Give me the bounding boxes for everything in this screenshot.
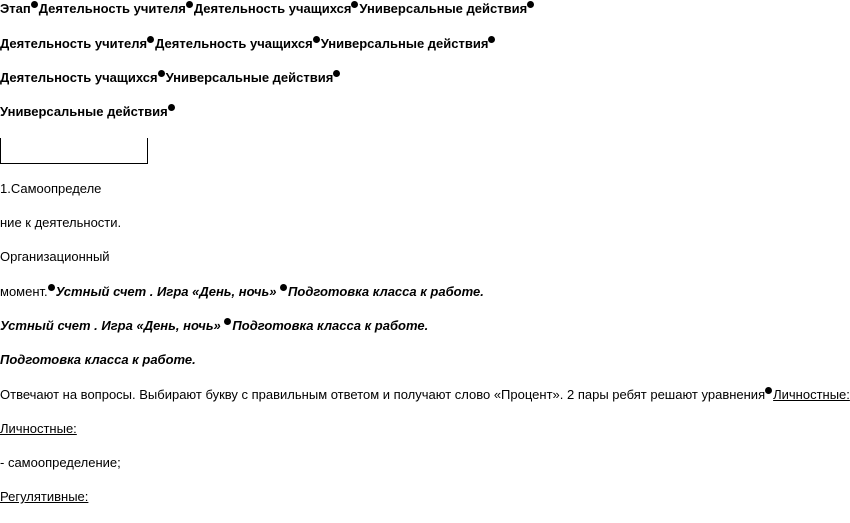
students-row (0, 387, 850, 403)
header-stage: Этап (0, 1, 31, 16)
bullet-icon (280, 284, 287, 291)
personal-label: Личностные: (0, 421, 77, 436)
header-actions: Универсальные действия (320, 36, 489, 51)
bullet-icon (488, 36, 495, 43)
header-row-2 (0, 36, 496, 52)
stage-row (0, 284, 484, 300)
header-row-4 (0, 104, 176, 120)
stage-line-4: момент. (0, 284, 48, 299)
teacher-row (0, 318, 428, 334)
stage-line-2: ние к деятельности. (0, 215, 122, 230)
stage-line-3: Организационный (0, 249, 110, 264)
bullet-icon (224, 318, 231, 325)
bullet-icon (31, 1, 38, 8)
teacher-preparation: Подготовка класса к работе. (288, 284, 484, 299)
header-actions: Универсальные действия (359, 1, 528, 16)
bullet-icon (168, 104, 175, 111)
students-activity: Отвечают на вопросы. Выбирают букву с правильным ответом и получают слово «Процент». 2 пары ребят решают уравнения (0, 387, 766, 402)
bullet-icon (186, 1, 193, 8)
stage-line-1: 1.Самоопределе (0, 181, 102, 196)
teacher-preparation: Подготовка класса к работе. (232, 318, 429, 333)
teacher-preparation-row: Подготовка класса к работе. (0, 352, 196, 367)
header-teacher: Деятельность учителя (0, 36, 148, 51)
header-actions: Универсальные действия (165, 70, 334, 85)
header-students: Деятельность учащихся (193, 1, 352, 16)
bullet-icon (313, 36, 320, 43)
teacher-oral-count: Устный счет . Игра «День, ночь» (0, 318, 221, 333)
bullet-icon (351, 1, 358, 8)
header-teacher: Деятельность учителя (38, 1, 186, 16)
bullet-icon (765, 387, 772, 394)
bullet-icon (48, 284, 55, 291)
header-row-1 (0, 1, 535, 17)
header-students: Деятельность учащихся (155, 36, 313, 51)
bullet-icon (147, 36, 154, 43)
bullet-icon (158, 70, 165, 77)
bullet-icon (333, 70, 340, 77)
regulatory-label: Регулятивные: (0, 489, 89, 504)
header-actions: Универсальные действия (0, 104, 168, 119)
teacher-oral-count: Устный счет . Игра «День, ночь» (55, 284, 277, 299)
table-cell-box (0, 138, 148, 164)
self-determination: - самоопределение; (0, 455, 121, 470)
personal-label: Личностные: (773, 387, 850, 402)
header-students: Деятельность учащихся (0, 70, 158, 85)
bullet-icon (527, 1, 534, 8)
header-row-3 (0, 70, 341, 86)
